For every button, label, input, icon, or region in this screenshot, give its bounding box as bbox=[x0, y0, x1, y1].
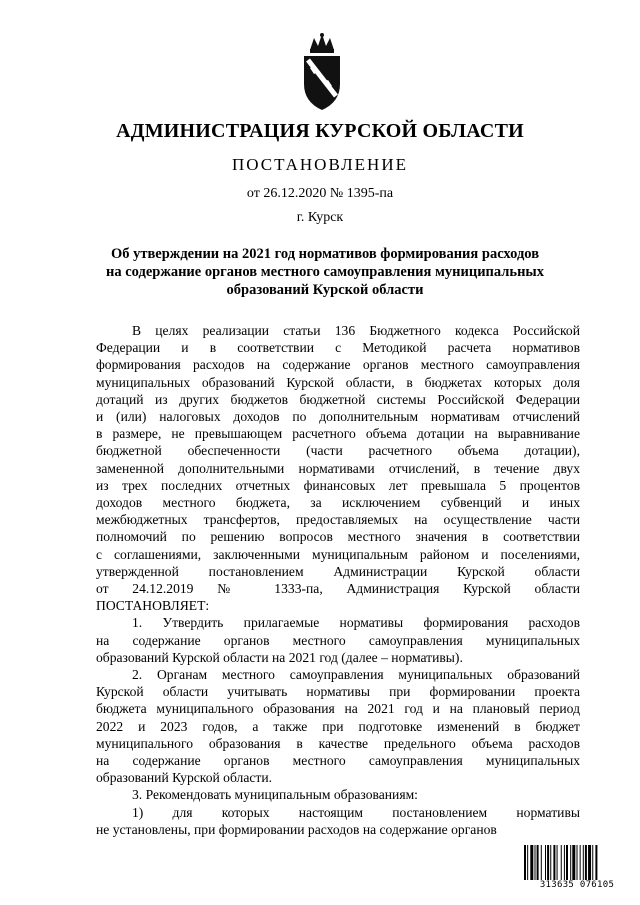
paragraph bbox=[96, 666, 580, 786]
paragraph-line: 3. Рекомендовать муниципальным образованиям: bbox=[132, 787, 418, 803]
paragraph-line: образований Курской области на 2021 год (далее – нормативы). bbox=[96, 649, 463, 665]
paragraph-line: бюджетной обеспеченности (части расчетного объема дотации), bbox=[96, 443, 580, 459]
paragraph-line: из трех последних отчетных финансовых лет превышала 5 процентов bbox=[96, 477, 580, 493]
paragraph-line: 2022 и 2023 годов, а также при подготовке изменений в бюджет bbox=[96, 718, 580, 734]
paragraph-line: межбюджетных трансфертов, предоставляемых на осуществление части bbox=[96, 512, 580, 528]
document-body bbox=[96, 322, 580, 838]
paragraph-line: 2. Органам местного самоуправления муниципальных образований bbox=[132, 667, 580, 683]
paragraph bbox=[96, 786, 580, 803]
document-type: ПОСТАНОВЛЕНИЕ bbox=[231, 155, 408, 174]
title-line: образований Курской области bbox=[226, 282, 424, 298]
document-date-number: от 26.12.2020 № 1395-па bbox=[246, 186, 394, 201]
paragraph-line: 1) для которых настоящим постановлением нормативы bbox=[132, 804, 580, 820]
paragraph-line: в размере, не превышающем расчетного объема дотации на выравнивание bbox=[96, 426, 580, 442]
paragraph-line: утвержденной постановлением Администрации Курской области bbox=[96, 563, 580, 579]
paragraph-line: полномочий по решению вопросов местного значения в соответствии bbox=[96, 529, 580, 545]
paragraph-line: муниципального образования в качестве предельного объема расходов bbox=[96, 735, 580, 751]
paragraph bbox=[96, 804, 580, 838]
paragraph-line: бюджета муниципального образования на 2021 год и на плановый период bbox=[96, 701, 580, 717]
document-title bbox=[95, 245, 555, 299]
paragraph-line: с соглашениями, заключенными муниципальным районом и поселениями, bbox=[96, 546, 580, 562]
paragraph-line: на содержание органов местного самоуправления муниципальных bbox=[96, 753, 580, 769]
paragraph-line: образований Курской области. bbox=[96, 770, 273, 786]
paragraph-line: 1. Утвердить прилагаемые нормативы формирования расходов bbox=[132, 615, 580, 631]
paragraph-line: от 24.12.2019 № 1333-па, Администрация Курской области bbox=[96, 581, 580, 597]
paragraph bbox=[96, 322, 580, 614]
paragraph-line: и (или) налоговых доходов по дополнительным нормативам отчислений bbox=[96, 409, 580, 425]
paragraph-line: В целях реализации статьи 136 Бюджетного кодекса Российской bbox=[132, 323, 580, 338]
paragraph-line: ПОСТАНОВЛЯЕТ: bbox=[96, 598, 210, 614]
document-city: г. Курск bbox=[296, 210, 344, 225]
paragraph-line: не установлены, при формировании расходов на содержание органов bbox=[96, 821, 497, 837]
paragraph-line: Курской области учитывать нормативы при формировании проекта bbox=[96, 684, 580, 700]
barcode-number: 313635 076105 bbox=[522, 880, 632, 890]
organization-name: АДМИНИСТРАЦИЯ КУРСКОЙ ОБЛАСТИ bbox=[116, 120, 524, 142]
coat-of-arms-icon bbox=[300, 32, 344, 112]
paragraph-line: формирования расходов на содержание органов местного самоуправления bbox=[96, 357, 580, 373]
title-line: на содержание органов местного самоуправления муниципальных bbox=[105, 264, 545, 280]
paragraph-line: дотаций из других бюджетов бюджетной системы Российской Федерации bbox=[96, 391, 580, 407]
paragraph-line: муниципальных образований Курской области, в бюджетах которых доля bbox=[96, 374, 580, 390]
paragraph-line: замененной дополнительными нормативами отчислений, в течение двух bbox=[96, 460, 580, 476]
title-line: Об утверждении на 2021 год нормативов формирования расходов bbox=[110, 246, 540, 262]
paragraph-line: Федерации и в соответствии с Методикой расчета нормативов bbox=[96, 340, 580, 356]
paragraph-line: на содержание органов местного самоуправления муниципальных bbox=[96, 632, 580, 648]
paragraph bbox=[96, 614, 580, 666]
paragraph-line: доходов местного бюджета, за исключением субвенций и иных bbox=[96, 495, 580, 511]
